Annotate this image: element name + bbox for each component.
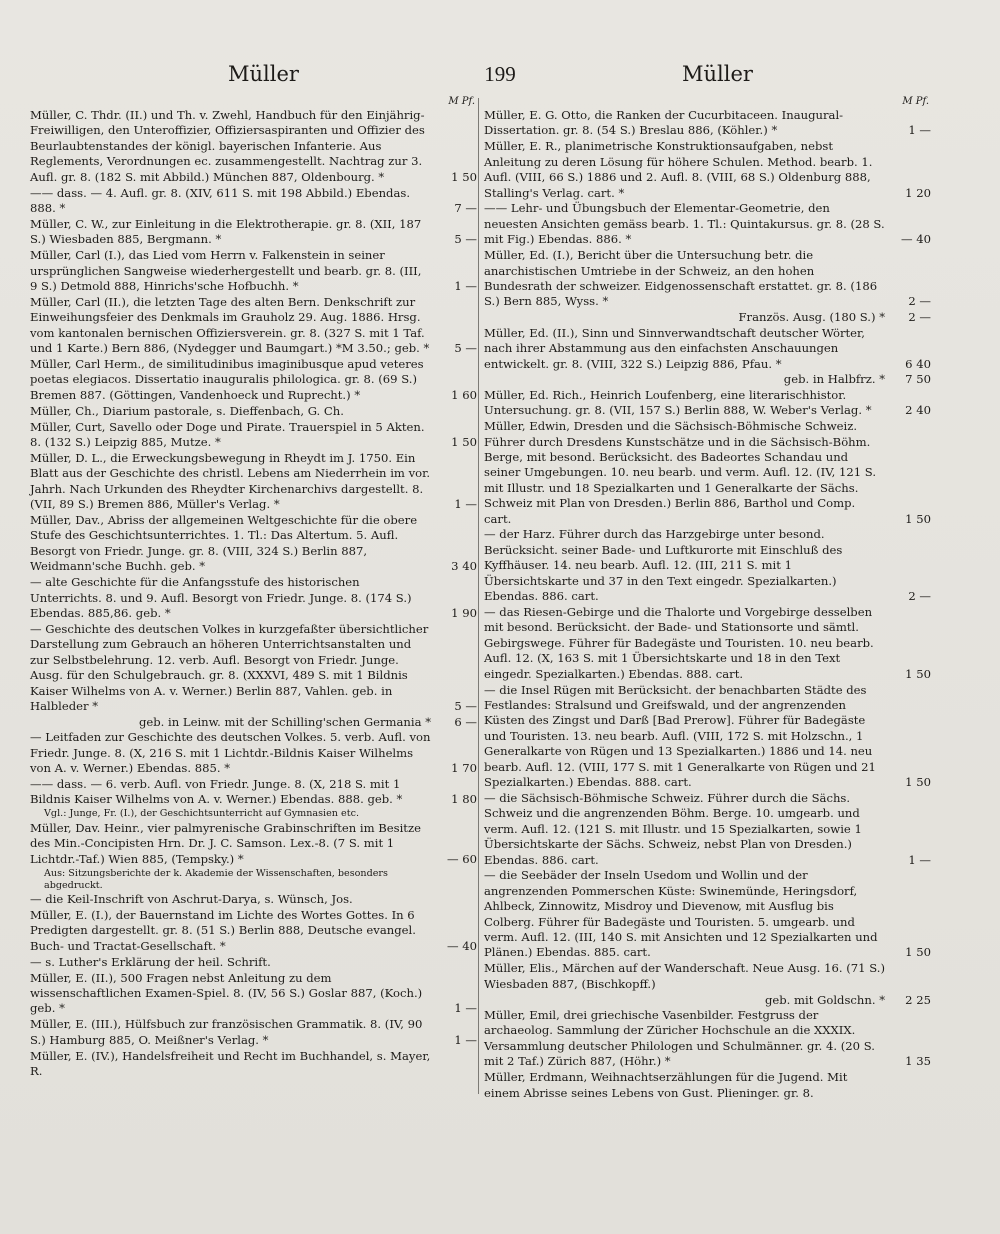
entry-price: 2 — — [908, 310, 931, 325]
catalog-entry — [30, 248, 477, 294]
catalog-entry — [30, 1049, 477, 1080]
catalog-entry — [30, 420, 477, 451]
entry-price: 1 50 — [451, 435, 477, 450]
entry-price: 1 50 — [905, 945, 931, 960]
entry-text: Müller, Elis., Märchen auf der Wanderschaft. Neue Ausg. 16. (71 S.) Wiesbaden 887, (Bischkopff.) — [484, 961, 885, 991]
catalog-entry — [30, 1017, 477, 1048]
entry-text: geb. in Halbfrz. * — [783, 372, 885, 387]
entry-price: 1 — — [908, 123, 931, 138]
entry-text: Müller, Emil, drei griechische Vasenbilder. Festgruss der archaeolog. Sammlung der Züricher Hochschule an die XXXIX. Versammlung deutscher Philologen und Schulmänner. gr. 4. (20 S. mit 2 Taf.) Zürich 887, (Höhr.) * — [484, 1008, 875, 1069]
catalog-entry — [30, 575, 477, 621]
catalog-entry — [30, 217, 477, 248]
entry-price: 3 40 — [451, 559, 477, 574]
catalog-entry — [30, 892, 477, 907]
catalog-entry — [30, 357, 477, 403]
entry-text: Müller, Carl Herm., de similitudinibus imaginibusque apud veteres poetas elegiacos. Dissertatio inauguralis philologica. gr. 8. (69 S.) Bremen 887. (Göttingen, Vandenhoeck und Ruprecht.) * — [30, 357, 424, 402]
entry-price: 6 — — [454, 714, 477, 729]
column-divider — [478, 98, 479, 1094]
entry-text: Müller, C. W., zur Einleitung in die Elektrotherapie. gr. 8. (XII, 187 S.) Wiesbaden 885, Bergmann. * — [30, 216, 422, 247]
entry-price: 6 40 — [905, 356, 931, 371]
entry-price: 1 90 — [451, 606, 477, 620]
entry-text: — das Riesen-Gebirge und die Thalorte und Vorgebirge desselben mit besond. Berücksicht. der Bade- und Stationsorte und sämtl. Gebirgswege. Führer für Badegäste und Touristen. 10. neu bearb. Aufl. 12. (X, 163 S. mit 1 Übersichtskarte und 18 in den Text eingedr. Spezialkarten.) Ebendas. 888. cart. — [484, 605, 874, 681]
entry-price: 5 — — [454, 698, 477, 713]
catalog-entry — [484, 388, 931, 419]
catalog-entry — [30, 821, 477, 867]
entry-text: Müller, E. G. Otto, die Ranken der Cucurbitaceen. Inaugural-Dissertation. gr. 8. (54 S.) Breslau 886, (Köhler.) * — [484, 108, 844, 138]
entry-text: — s. Luther's Erklärung der heil. Schrift. — [30, 954, 271, 969]
entry-text: — Geschichte des deutschen Volkes in kurzgefaßter übersichtlicher Darstellung zum Gebrauch an höheren Unterrichtsanstalten und zur Selbstbelehrung. 12. verb. Aufl. Besorgt von Friedr. Junge. Ausg. für den Schulgebrauch. gr. 8. (XXXVI, 489 S. mit 1 Bildnis Kaiser Wilhelms von A. v. Werner.) Berlin 887, Vahlen. geb. in Halbleder * — [30, 621, 429, 713]
left-column — [30, 96, 477, 1080]
entry-text: Müller, C. Thdr. (II.) und Th. v. Zwehl, Handbuch für den Einjährig-Freiwilligen, den Unteroffizier, Offiziersaspiranten und Offizier des Beurlaubtenstandes der königl. bayerischen Infanterie. Aus Reglements, Verordnungen ec. zusammengestellt. Nachtrag zur 3. Aufl. gr. 8. (182 S. mit Abbild.) München 887, Oldenbourg. * — [30, 108, 425, 184]
entry-text: Müller, Ed. (I.), Bericht über die Untersuchung betr. die anarchistischen Umtriebe in der Schweiz, an den hohen Bundesrath der schweizer. Eidgenossenschaft erstattet. gr. 8. (186 S.) Bern 885, Wyss. * — [484, 248, 878, 309]
entry-price: — 40 — [900, 232, 931, 247]
page-number: 199 — [484, 62, 516, 86]
entry-text: —— Lehr- und Übungsbuch der Elementar-Geometrie, den neuesten Ansichten gemäss bearb. 1. Tl.: Quintakursus. gr. 8. (28 S. mit Fig.) Ebendas. 886. * — [484, 201, 885, 247]
entry-text: Müller, Carl (I.), das Lied vom Herrn v. Falkenstein in seiner ursprünglichen Sangweise wiederhergestellt und bearb. gr. 8. (III, 9 S.) Detmold 888, Hinrichs'sche Hofbuchh. * — [30, 248, 422, 293]
entry-price: 1 20 — [905, 185, 931, 200]
entry-price: — 60 — [446, 851, 477, 866]
entry-price: 1 — — [908, 852, 931, 867]
running-head-right: Müller — [682, 62, 753, 86]
catalog-entry — [30, 971, 477, 1017]
catalog-entry — [484, 372, 931, 387]
entry-text: Müller, Dav. Heinr., vier palmyrenische Grabinschriften im Besitze des Min.-Concipisten Hrn. Dr. J. C. Samson. Lex.-8. (7 S. mit 1 Lichtdr.-Taf.) Wien 885, (Tempsky.) * — [30, 820, 421, 866]
entry-price: 2 25 — [905, 992, 931, 1007]
entry-text: Aus: Sitzungsberichte der k. Akademie der Wissenschaften, besonders abgedruckt. — [44, 867, 388, 891]
catalog-entry — [484, 868, 931, 960]
catalog-entry — [484, 201, 931, 247]
price-column-header: M Pf. — [448, 96, 475, 107]
entry-price: 2 40 — [905, 403, 931, 418]
entry-text: geb. mit Goldschn. * — [764, 992, 885, 1007]
entry-text: Müller, Carl (II.), die letzten Tage des alten Bern. Denkschrift zur Einweihungsfeier des Denkmals im Grauholz 29. Aug. 1886. Hrsg. vom kantonalen bernischen Offiziersverein. gr. 8. (327 S. mit 1 Taf. und 1 Karte.) Bern 886, (Nydegger und Baumgart.) *M 3.50.; geb. * — [30, 294, 430, 356]
catalog-entry — [484, 139, 931, 201]
entry-price: 1 — — [454, 1032, 477, 1047]
entry-price: 1 — — [454, 1001, 477, 1016]
entry-price: 1 50 — [451, 169, 477, 184]
entry-text: — die Sächsisch-Böhmische Schweiz. Führer durch die Sächs. Schweiz und die angrenzenden Böhm. Berge. 10. umgearb. und verm. Aufl. 12. (121 S. mit Illustr. und 15 Spezialkarten, sowie 1 Übersichtskarte der Sächs. Schweiz, nebst Plan von Dresden.) Ebendas. 886. cart. — [484, 790, 862, 867]
catalog-entry — [484, 527, 931, 604]
entry-text: Müller, Edwin, Dresden und die Sächsisch-Böhmische Schweiz. Führer durch Dresdens Kunstschätze und in die Sächsisch-Böhm. Berge, mit besond. Berücksicht. des Badeortes Schandau und seiner Umgebungen. 10. neu bearb. und verm. Aufl. 12. (IV, 121 S. mit Illustr. und 18 Spezialkarten und 1 Generalkarte der Sächs. Schweiz mit Plan von Dresden.) Berlin 886, Barthol und Comp. cart. — [484, 419, 877, 526]
right-entry-list — [484, 108, 931, 1101]
entry-price: 1 — — [454, 497, 477, 512]
right-column — [484, 96, 931, 1102]
entry-price: 1 50 — [905, 666, 931, 681]
entry-price: 5 — — [454, 341, 477, 356]
catalog-entry — [484, 605, 931, 682]
entry-text: Müller, E. (I.), der Bauernstand im Lichte des Wortes Gottes. In 6 Predigten dargestellt. gr. 8. (51 S.) Berlin 888, Deutsche evangel. Buch- und Tractat-Gesellschaft. * — [30, 907, 416, 953]
entry-text: Vgl.: Junge, Fr. (I.), der Geschichtsunterricht auf Gymnasien etc. — [44, 808, 359, 820]
entry-price: 5 — — [454, 232, 477, 247]
entry-text: Müller, E. (III.), Hülfsbuch zur französischen Grammatik. 8. (IV, 90 S.) Hamburg 885, O. Meißner's Verlag. * — [30, 1017, 423, 1047]
catalog-entry — [484, 961, 931, 992]
catalog-entry — [484, 1008, 931, 1070]
catalog-entry — [30, 451, 477, 513]
entry-price: 1 50 — [905, 774, 931, 789]
entry-price: — 40 — [446, 938, 477, 953]
entry-price: 2 — — [908, 589, 931, 604]
page-header — [30, 62, 970, 96]
entry-text: Müller, Ed. Rich., Heinrich Loufenberg, eine literarischhistor. Untersuchung. gr. 8. (VII, 157 S.) Berlin 888, W. Weber's Verlag. * — [484, 387, 872, 418]
catalog-entry — [30, 955, 477, 970]
catalog-entry — [30, 715, 477, 730]
catalog-entry — [30, 513, 477, 575]
catalog-entry — [484, 791, 931, 868]
catalog-entry — [30, 108, 477, 185]
entry-text: —— dass. — 6. verb. Aufl. von Friedr. Junge. 8. (X, 218 S. mit 1 Bildnis Kaiser Wilhelms von A. v. Werner.) Ebendas. 888. geb. * — [30, 776, 403, 807]
catalog-entry — [484, 1070, 931, 1101]
entry-text: — alte Geschichte für die Anfangsstufe des historischen Unterrichts. 8. und 9. Aufl. Besorgt von Friedr. Junge. 8. (174 S.) Ebendas. 885,86. geb. * — [30, 575, 412, 620]
entry-price: 1 35 — [905, 1054, 931, 1069]
entry-price: 7 — — [454, 200, 477, 215]
entry-text: — Leitfaden zur Geschichte des deutschen Volkes. 5. verb. Aufl. von Friedr. Junge. 8. (X, 216 S. mit 1 Lichtdr.-Bildnis Kaiser Wilhelms von A. v. Werner.) Ebendas. 885. * — [30, 730, 431, 776]
entry-price: 1 80 — [451, 792, 477, 807]
catalog-entry — [484, 993, 931, 1008]
catalog-entry — [484, 248, 931, 310]
entry-text: — die Insel Rügen mit Berücksicht. der benachbarten Städte des Festlandes: Stralsund und Greifswald, und der angrenzenden Küsten des Zingst und Darß [Bad Prerow]. Führer für Badegäste und Touristen. 13. neu bearb. Aufl. (VIII, 172 S. mit Holzschn., 1 Generalkarte von Rügen und 13 Spezialkarten.) 1886 und 14. neu bearb. Aufl. 12. (VIII, 177 S. mit 1 Generalkarte von Rügen und 21 Spezialkarten.) Ebendas. 888. cart. — [484, 682, 876, 789]
entry-text: Müller, E. R., planimetrische Konstruktionsaufgaben, nebst Anleitung zu deren Lösung für höhere Schulen. Method. bearb. 1. Aufl. (VIII, 66 S.) 1886 und 2. Aufl. 8. (VIII, 68 S.) Oldenburg 888, Stalling's Verlag. cart. * — [484, 139, 873, 200]
catalog-entry — [484, 310, 931, 325]
entry-price: 1 60 — [451, 387, 477, 402]
catalog-note — [30, 808, 477, 820]
catalog-note — [30, 868, 477, 892]
catalog-entry — [484, 683, 931, 791]
catalog-entry — [30, 622, 477, 714]
catalog-entry — [30, 730, 477, 776]
catalog-entry — [30, 777, 477, 808]
catalog-entry — [484, 326, 931, 372]
entry-text: Müller, D. L., die Erweckungsbewegung in Rheydt im J. 1750. Ein Blatt aus der Geschichte des christl. Lebens am Niederrhein im vor. Jahrh. Nach Urkunden des Rheydter Kirchenarchivs dargestellt. 8. (VII, 89 S.) Bremen 886, Müller's Verlag. * — [30, 450, 431, 512]
catalog-entry — [30, 404, 477, 419]
price-column-header: M Pf. — [902, 96, 929, 107]
catalog-entry — [484, 108, 931, 139]
entry-text: — die Keil-Inschrift von Aschrut-Darya, s. Wünsch, Jos. — [30, 892, 353, 906]
entry-price: 1 50 — [905, 511, 931, 526]
left-entry-list — [30, 108, 477, 1079]
catalog-entry — [30, 186, 477, 217]
entry-text: Müller, Dav., Abriss der allgemeinen Weltgeschichte für die obere Stufe des Geschichtsunterrichtes. 1. Tl.: Das Altertum. 5. Aufl. Besorgt von Friedr. Junge. gr. 8. (VIII, 324 S.) Berlin 887, Weidmann'sche Buchh. geb. * — [30, 513, 418, 574]
entry-price: 7 50 — [905, 372, 931, 387]
entry-price: 1 — — [454, 278, 477, 293]
entry-text: Müller, E. (IV.), Handelsfreiheit und Recht im Buchhandel, s. Mayer, R. — [30, 1048, 431, 1078]
entry-text: Müller, Ed. (II.), Sinn und Sinnverwandtschaft deutscher Wörter, nach ihrer Abstammung aus den einfachsten Anschauungen entwickelt. gr. 8. (VIII, 322 S.) Leipzig 886, Pfau. * — [484, 325, 865, 371]
catalog-entry — [30, 295, 477, 357]
entry-price: 1 70 — [451, 761, 477, 776]
running-head-left: Müller — [228, 62, 299, 86]
entry-text: geb. in Leinw. mit der Schilling'schen Germania * — [138, 714, 431, 729]
entry-text: —— dass. — 4. Aufl. gr. 8. (XIV, 611 S. mit 198 Abbild.) Ebendas. 888. * — [30, 185, 411, 215]
entry-text: — die Seebäder der Inseln Usedom und Wollin und der angrenzenden Pommerschen Küste: Swinemünde, Heringsdorf, Ahlbeck, Zinnowitz, Misdroy und Dievenow, mit Ausflug bis Colberg. Führer für Badegäste und Touristen. 5. umgearb. und verm. Aufl. 12. (III, 140 S. mit Ansichten und 12 Spezialkarten und Plänen.) Ebendas. 885. cart. — [484, 868, 878, 960]
entry-text: Müller, Curt, Savello oder Doge und Pirate. Trauerspiel in 5 Akten. 8. (132 S.) Leipzig 885, Mutze. * — [30, 419, 425, 450]
entry-text: Müller, Erdmann, Weihnachtserzählungen für die Jugend. Mit einem Abrisse seines Lebens von Gust. Plieninger. gr. 8. — [484, 1070, 848, 1100]
entry-text: Müller, E. (II.), 500 Fragen nebst Anleitung zu dem wissenschaftlichen Examen-Spiel. 8. (IV, 56 S.) Goslar 887, (Koch.) geb. * — [30, 970, 423, 1016]
catalog-entry — [30, 908, 477, 954]
catalog-entry — [484, 419, 931, 527]
entry-text: — der Harz. Führer durch das Harzgebirge unter besond. Berücksicht. seiner Bade- und Luftkurorte mit Einschluß des Kyffhäuser. 14. neu bearb. Aufl. 12. (III, 211 S. mit 1 Übersichtskarte und 37 in den Text eingedr. Spezialkarten.) Ebendas. 886. cart. — [484, 527, 843, 604]
entry-price: 2 — — [908, 294, 931, 309]
entry-text: Französ. Ausg. (180 S.) * — [738, 310, 885, 325]
entry-text: Müller, Ch., Diarium pastorale, s. Dieffenbach, G. Ch. — [30, 403, 344, 418]
